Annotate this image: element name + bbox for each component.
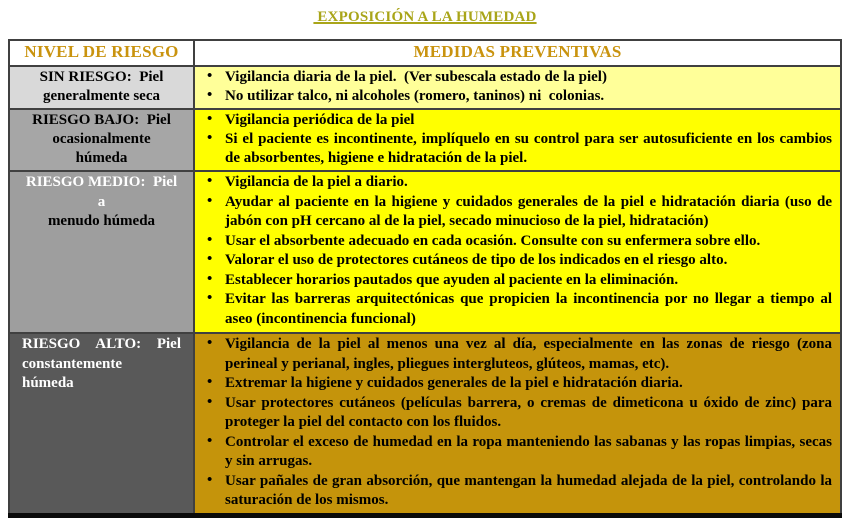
measure-item — [197, 374, 832, 394]
risk-level-cell-riesgo-bajo — [9, 109, 194, 171]
measure-text: Usar protectores cutáneos (películas barrera, o cremas de dimeticona u óxido de zinc) para proteger la piel del contacto con los fluidos. — [225, 394, 832, 430]
measures-cell-riesgo-medio — [194, 171, 841, 333]
risk-level-line: RIESGO BAJO: Piel — [32, 112, 171, 128]
measure-item — [197, 433, 832, 472]
measure-item — [197, 173, 832, 193]
table-row-sin-riesgo — [9, 66, 841, 109]
measure-text: Vigilancia diaria de la piel. (Ver subescala estado de la piel) — [225, 69, 607, 85]
bullet-icon: • — [207, 270, 213, 287]
risk-level-line: húmeda — [22, 375, 74, 391]
measure-item — [197, 193, 832, 232]
bullet-icon: • — [207, 111, 213, 127]
risk-level-line: RIESGO MEDIO: Piel a — [25, 174, 178, 210]
table-header-row — [9, 40, 841, 66]
page — [0, 9, 850, 520]
risk-level-line: SIN RIESGO: Piel — [39, 69, 164, 85]
measure-item — [197, 335, 832, 374]
bullet-icon: • — [207, 192, 213, 209]
measures-list — [197, 173, 832, 329]
bullet-icon: • — [207, 290, 213, 306]
measure-text: Valorar el uso de protectores cutáneos de tipo de los indicados en el riesgo alto. — [225, 252, 728, 268]
measure-text: Usar el absorbente adecuado en cada ocasión. Consulte con su enfermera sobre ello. — [225, 232, 761, 249]
bullet-icon: • — [207, 130, 213, 146]
risk-level-line: generalmente seca — [42, 88, 161, 104]
measure-text: Usar pañales de gran absorción, que mantengan la humedad alejada de la piel, controlando la saturación de los mismos. — [225, 472, 832, 508]
measure-item — [197, 232, 832, 252]
measure-text: No utilizar talco, ni alcoholes (romero, taninos) ni colonias. — [225, 88, 605, 104]
page-title: EXPOSICIÓN A LA HUMEDAD — [313, 9, 537, 25]
measure-text: Vigilancia de la piel a diario. — [225, 174, 408, 190]
bullet-icon: • — [207, 68, 213, 84]
bullet-icon: • — [207, 374, 213, 390]
measures-cell-riesgo-alto — [194, 333, 841, 515]
measure-item — [197, 290, 832, 329]
measure-item — [197, 394, 832, 433]
bullet-icon: • — [207, 173, 213, 189]
risk-level-line: constantemente — [22, 355, 122, 372]
risk-level-line: RIESGO ALTO: Piel — [22, 336, 181, 352]
measure-item — [197, 251, 832, 271]
column-header-preventive-measures: MEDIDAS PREVENTIVAS — [194, 40, 841, 66]
bullet-icon: • — [207, 393, 213, 410]
column-header-risk-level: NIVEL DE RIESGO — [9, 40, 194, 66]
measure-text: Vigilancia de la piel al menos una vez al día, especialmente en las zonas de riesgo (zona perineal y perianal, ingles, pliegues intergluteos, glúteos, mamas, etc). — [225, 336, 832, 372]
measure-text: Ayudar al paciente en la higiene y cuidados generales de la piel e hidratación diaria (uso de jabón con pH cercano al de la piel, secado minucioso de la piel, hidratación) — [225, 193, 832, 229]
bullet-icon: • — [207, 335, 213, 351]
measure-item — [197, 271, 832, 291]
measures-list — [197, 335, 832, 511]
measures-cell-sin-riesgo — [194, 66, 841, 109]
measures-list — [197, 68, 832, 106]
risk-level-line: ocasionalmente — [52, 131, 151, 147]
risk-table — [8, 39, 842, 518]
risk-level-cell-sin-riesgo — [9, 66, 194, 109]
table-row-riesgo-bajo — [9, 109, 841, 171]
measures-list — [197, 111, 832, 168]
measure-text: Si el paciente es incontinente, implíquelo en su control para ser autosuficiente en los cambios de absorbentes, higiene e hidratación de la piel. — [225, 131, 832, 166]
measure-text: Evitar las barreras arquitectónicas que propicien la incontinencia por no llegar a tiempo al aseo (incontinencia funcional) — [225, 291, 832, 327]
risk-level-line: húmeda — [75, 150, 128, 166]
risk-level-cell-riesgo-medio — [9, 171, 194, 333]
measure-text: Vigilancia periódica de la piel — [225, 112, 415, 128]
measure-text: Establecer horarios pautados que ayuden al paciente en la eliminación. — [225, 271, 679, 288]
bullet-icon: • — [207, 471, 213, 488]
measure-item — [197, 111, 832, 130]
bullet-icon: • — [207, 231, 213, 248]
measure-text: Controlar el exceso de humedad en la ropa manteniendo las sabanas y las ropas limpias, secas y sin arrugas. — [225, 433, 832, 469]
bullet-icon: • — [207, 87, 213, 103]
measure-item — [197, 87, 832, 106]
measure-text: Extremar la higiene y cuidados generales de la piel e hidratación diaria. — [225, 375, 683, 391]
risk-level-cell-riesgo-alto — [9, 333, 194, 515]
bullet-icon: • — [207, 432, 213, 449]
measures-cell-riesgo-bajo — [194, 109, 841, 171]
risk-level-line: menudo húmeda — [47, 213, 156, 229]
measure-item — [197, 130, 832, 168]
table-row-riesgo-medio — [9, 171, 841, 333]
bullet-icon: • — [207, 251, 213, 267]
measure-item — [197, 472, 832, 511]
table-row-riesgo-alto — [9, 333, 841, 515]
measure-item — [197, 68, 832, 87]
